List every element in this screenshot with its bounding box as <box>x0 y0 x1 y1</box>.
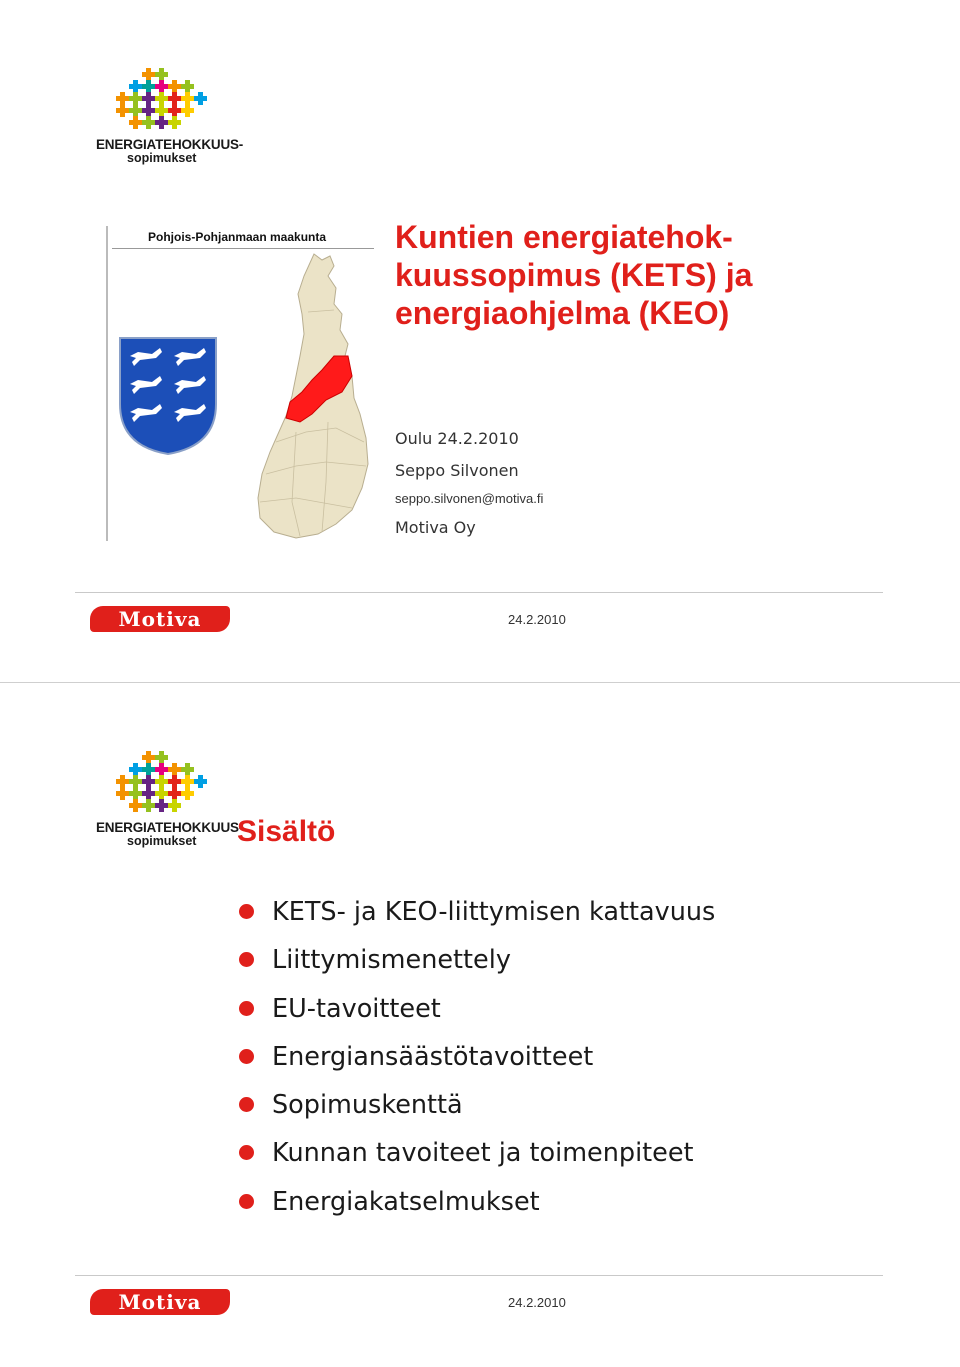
list-item <box>237 1134 715 1182</box>
slide-1 <box>0 0 960 683</box>
list-item-label: EU-tavoitteet <box>272 993 441 1024</box>
logo-cross-shape <box>129 787 142 800</box>
logo-cross-shape <box>181 787 194 800</box>
logo-cross-shape <box>181 763 194 776</box>
logo-cross-shape <box>168 116 181 129</box>
logo-text-line2: sopimukset <box>127 151 197 165</box>
slide-2 <box>0 683 960 1367</box>
bullet-icon <box>239 1001 254 1016</box>
logo-cross-shape <box>129 116 142 129</box>
bullet-icon <box>239 1145 254 1160</box>
logo-cross-shape <box>194 92 207 105</box>
logo-cross-shape <box>181 92 194 105</box>
list-item <box>237 1038 715 1086</box>
presentation-title <box>395 218 915 332</box>
footer-divider <box>75 1275 883 1276</box>
logo-cross-shape <box>116 787 129 800</box>
bullet-icon <box>239 904 254 919</box>
logo-cross-shape <box>181 80 194 93</box>
presenter-email[interactable]: seppo.silvonen@motiva.fi <box>395 491 544 506</box>
logo-cross-shape <box>142 92 155 105</box>
title-line-1: Kuntien energiatehok- <box>395 219 733 255</box>
logo-cross-shape <box>155 751 168 764</box>
contents-list <box>237 893 715 1231</box>
footer-date: 24.2.2010 <box>508 1295 566 1310</box>
list-item-label: Sopimuskenttä <box>272 1090 463 1121</box>
logo-cross-shape <box>168 799 181 812</box>
logo-cross-shape <box>129 104 142 117</box>
energiatehokkuus-logo-icon <box>110 747 210 819</box>
list-item-label: Liittymismenettely <box>272 945 511 976</box>
logo-cross-shape <box>129 80 142 93</box>
logo-cross-shape <box>129 763 142 776</box>
bullet-icon <box>239 1194 254 1209</box>
logo-cross-shape <box>155 116 168 129</box>
region-map-image <box>106 226 378 541</box>
footer-date: 24.2.2010 <box>508 612 566 627</box>
logo-text-line1: ENERGIATEHOKKUUS- <box>96 820 244 835</box>
logo-cross-shape <box>155 799 168 812</box>
logo-cross-shape <box>142 116 155 129</box>
map-caption: Pohjois-Pohjanmaan maakunta <box>148 230 327 244</box>
logo-cross-shape <box>155 80 168 93</box>
list-item <box>237 990 715 1038</box>
logo-text-line1: ENERGIATEHOKKUUS- <box>96 137 244 152</box>
motiva-logo-icon: Motiva <box>90 1289 230 1315</box>
list-item <box>237 941 715 989</box>
logo-text-line2: sopimukset <box>127 834 197 848</box>
list-item-label: Kunnan tavoiteet ja toimenpiteet <box>272 1138 694 1169</box>
logo-cross-shape <box>116 104 129 117</box>
logo-cross-shape <box>142 68 155 81</box>
logo-cross-shape <box>168 104 181 117</box>
logo-cross-shape <box>194 775 207 788</box>
place-date: Oulu 24.2.2010 <box>395 429 519 448</box>
list-item-label: Energiakatselmukset <box>272 1186 540 1217</box>
logo-cross-shape <box>181 775 194 788</box>
title-line-3: energiaohjelma (KEO) <box>395 295 730 331</box>
logo-cross-shape <box>142 751 155 764</box>
bullet-icon <box>239 952 254 967</box>
logo-cross-shape <box>155 763 168 776</box>
footer-divider <box>75 592 883 593</box>
logo-cross-shape <box>142 775 155 788</box>
list-item <box>237 1183 715 1231</box>
bullet-icon <box>239 1049 254 1064</box>
logo-cross-shape <box>116 92 129 105</box>
logo-cross-shape <box>142 787 155 800</box>
presenter-name: Seppo Silvonen <box>395 461 519 480</box>
logo-cross-shape <box>168 787 181 800</box>
logo-cross-shape <box>142 80 155 93</box>
list-item <box>237 1086 715 1134</box>
logo-cross-shape <box>168 80 181 93</box>
logo-cross-shape <box>142 799 155 812</box>
logo-cross-shape <box>155 104 168 117</box>
logo-cross-shape <box>129 775 142 788</box>
list-item-label: Energiansäästötavoitteet <box>272 1041 594 1072</box>
organization-name: Motiva Oy <box>395 518 476 537</box>
logo-cross-shape <box>129 92 142 105</box>
title-line-2: kuussopimus (KETS) ja <box>395 257 753 293</box>
logo-cross-shape <box>168 763 181 776</box>
coat-of-arms-icon <box>116 334 220 456</box>
finland-map-icon <box>256 252 374 539</box>
energiatehokkuus-logo-icon <box>110 64 210 136</box>
logo-cross-shape <box>129 799 142 812</box>
logo-cross-shape <box>181 104 194 117</box>
logo-cross-shape <box>155 92 168 105</box>
logo-cross-shape <box>168 775 181 788</box>
slide-title: Sisältö <box>237 815 336 848</box>
motiva-logo-icon: Motiva <box>90 606 230 632</box>
logo-cross-shape <box>155 787 168 800</box>
list-item-label: KETS- ja KEO-liittymisen kattavuus <box>272 897 716 927</box>
logo-cross-shape <box>116 775 129 788</box>
logo-cross-shape <box>142 104 155 117</box>
logo-cross-shape <box>168 92 181 105</box>
logo-cross-shape <box>155 775 168 788</box>
bullet-icon <box>239 1097 254 1112</box>
list-item <box>237 893 715 941</box>
logo-cross-shape <box>155 68 168 81</box>
logo-cross-shape <box>142 763 155 776</box>
